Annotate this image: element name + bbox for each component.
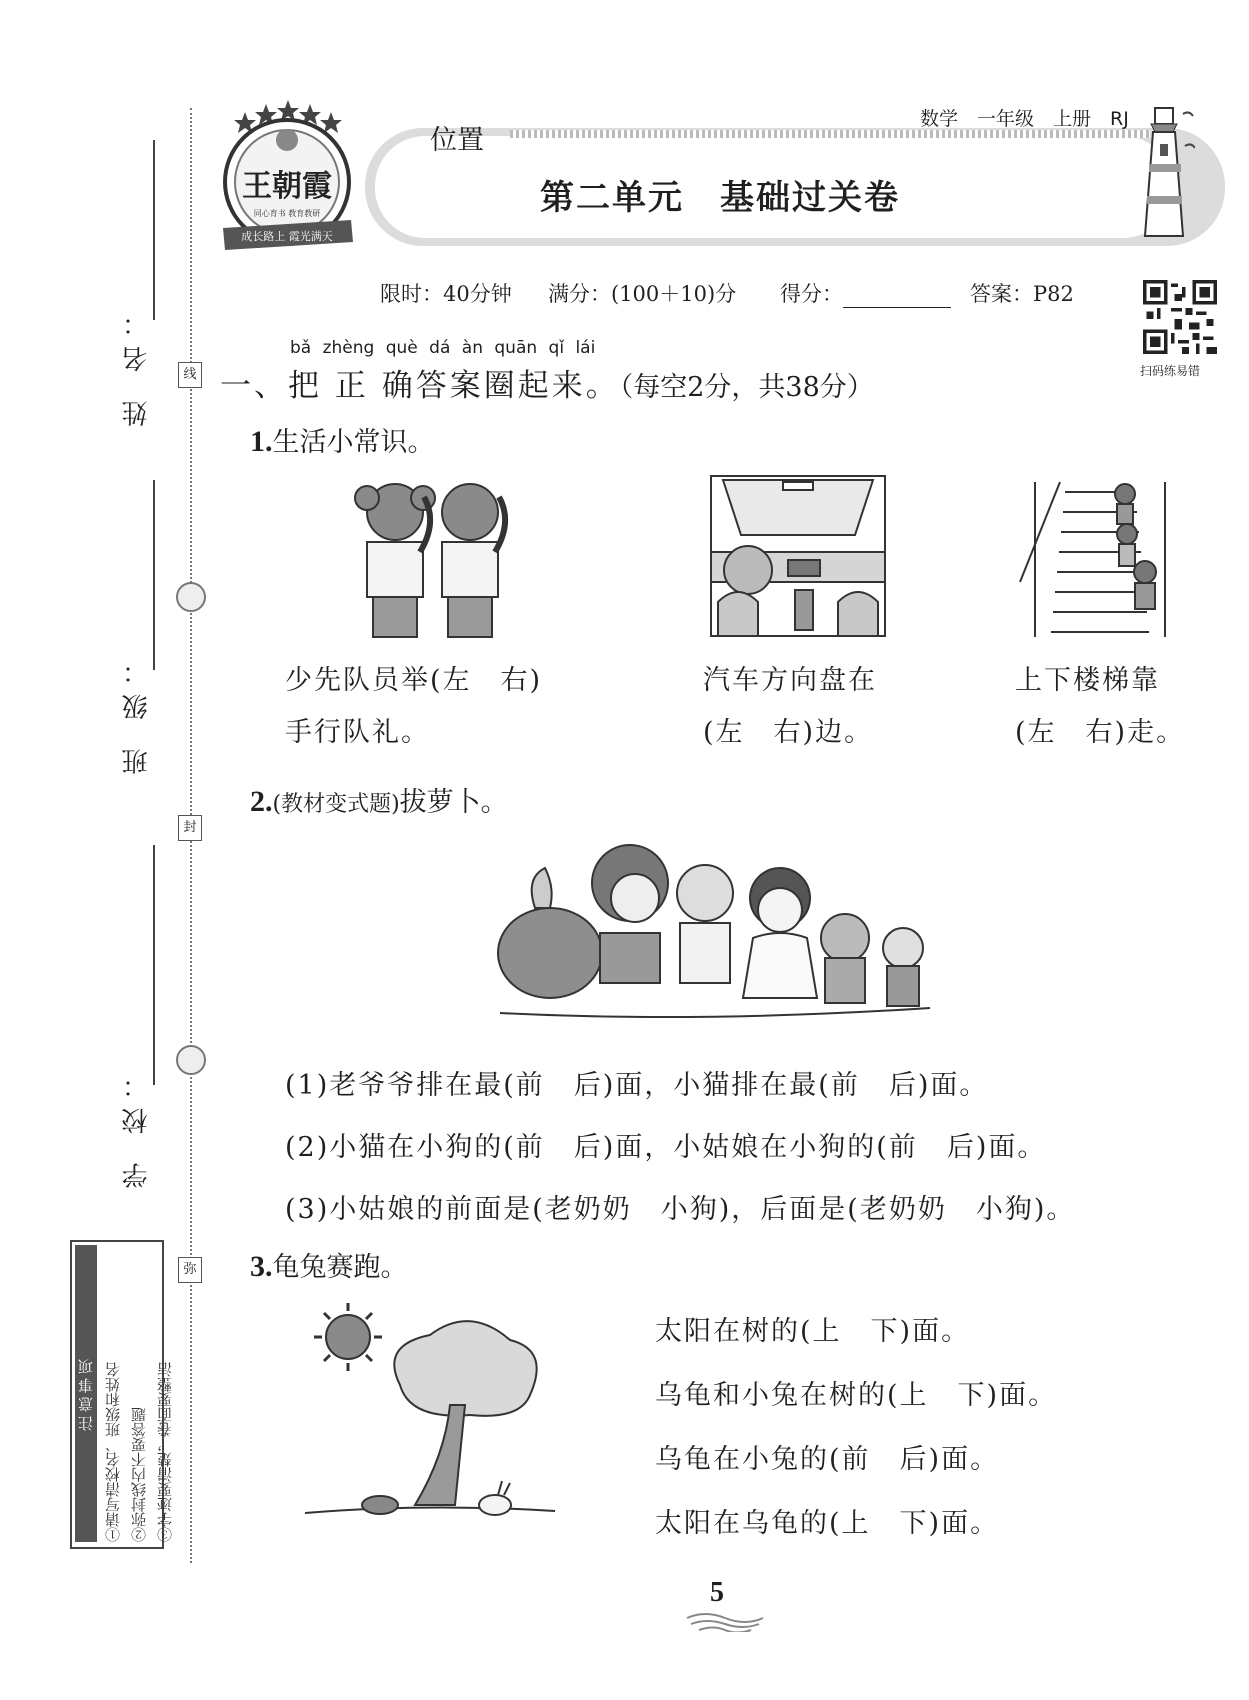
class-underline <box>153 480 155 670</box>
notice-heading: 注意事项 <box>75 1245 97 1542</box>
name-label: 姓 名： <box>122 300 152 427</box>
question-title: 拔萝卜。 <box>399 787 508 818</box>
q3-line-4[interactable]: 太阳在乌龟的(上 下)面。 <box>655 1508 1000 1539</box>
time-limit: 限时：40分钟 <box>380 282 512 306</box>
q3-line-1[interactable]: 太阳在树的(上 下)面。 <box>655 1316 971 1347</box>
school-label: 学 校： <box>122 1062 152 1189</box>
q3-line-2[interactable]: 乌龟和小兔在树的(上 下)面。 <box>655 1380 1058 1411</box>
q3-lines <box>655 1300 1057 1556</box>
unit-topic: 位置 <box>430 125 484 156</box>
q2-line-2[interactable]: (2)小猫在小狗的(前 后)面，小姑娘在小狗的(前 后)面。 <box>285 1132 1047 1163</box>
notice-item: ①请写清校名、班级和姓名 <box>104 1362 122 1542</box>
logo-text: 王朝霞 <box>242 169 332 204</box>
car-interior-illustration <box>703 472 893 642</box>
pinyin-annotation: bǎ zhèng què dá àn quān qǐ lái <box>290 338 596 358</box>
score-blank[interactable] <box>843 287 951 308</box>
q2-lines <box>285 1055 1075 1241</box>
swirl-icon <box>176 1045 206 1075</box>
question-3-heading <box>250 1245 408 1284</box>
question-title: 龟兔赛跑。 <box>272 1252 408 1283</box>
page-number: 5 <box>710 1577 724 1608</box>
q1-item-1-line[interactable]: 少先队员举(左 右) <box>285 665 543 696</box>
question-number: 2. <box>250 785 273 818</box>
class-label: 班 级： <box>122 648 152 775</box>
q2-line-3[interactable]: (3)小姑娘的前面是(老奶奶 小狗)，后面是(老奶奶 小狗)。 <box>285 1194 1076 1225</box>
seal-tick-feng: 封 <box>178 815 202 841</box>
notice-box <box>70 1240 174 1549</box>
seal-tick-line: 线 <box>178 362 202 388</box>
wave-ornament-icon <box>685 1610 765 1632</box>
q1-item-1-line: 手行队礼。 <box>285 717 430 748</box>
name-underline <box>153 140 155 320</box>
q1-item-3 <box>1015 655 1185 759</box>
notice-item: ②弥封线内不要答题 <box>130 1407 148 1542</box>
section-title: 一、把 正 确答案圈起来。 <box>220 368 620 404</box>
q3-line-3[interactable]: 乌龟在小兔的(前 后)面。 <box>655 1444 1000 1475</box>
q1-item-3-line[interactable]: (左 右)走。 <box>1015 717 1186 748</box>
publisher-logo <box>215 100 360 260</box>
q1-item-2-line: 汽车方向盘在 <box>703 665 877 696</box>
q1-item-3-line: 上下楼梯靠 <box>1015 665 1160 696</box>
question-tag: (教材变式题) <box>272 792 400 817</box>
page-title: 第二单元 基础过关卷 <box>540 178 900 218</box>
question-title: 生活小常识。 <box>272 427 435 458</box>
school-underline <box>153 845 155 1085</box>
q1-item-2 <box>703 655 877 759</box>
q1-item-1 <box>285 655 542 759</box>
question-2-heading <box>250 780 508 819</box>
qr-caption: 扫码练易错 <box>1140 364 1201 378</box>
question-1-heading <box>250 420 435 459</box>
tortoise-hare-tree-illustration <box>300 1295 560 1535</box>
score-label: 得分： <box>780 282 843 306</box>
salute-children-illustration <box>345 472 520 642</box>
logo-motto: 同心育书 教育教研 <box>253 209 321 218</box>
question-number: 3. <box>250 1250 273 1283</box>
stairs-illustration <box>1015 472 1185 642</box>
pulling-radish-illustration <box>495 838 935 1038</box>
full-score: 满分：(100＋10)分 <box>548 282 737 306</box>
swirl-icon <box>176 582 206 612</box>
notice-item: ③字迹要清楚，卷面要整洁 <box>156 1362 174 1542</box>
answer-ref: 答案：P82 <box>970 282 1074 306</box>
section-points: （每空2分，共38分） <box>619 372 874 403</box>
score-field <box>780 278 951 308</box>
q1-item-2-line[interactable]: (左 右)边。 <box>703 717 874 748</box>
subject-info: 数学 一年级 上册 RJ <box>920 108 1129 130</box>
header-stripe <box>510 130 1150 138</box>
seal-tick-mi: 弥 <box>178 1257 202 1283</box>
question-number: 1. <box>250 425 273 458</box>
section-heading <box>220 360 874 405</box>
qr-code-icon[interactable] <box>1143 280 1217 354</box>
lighthouse-icon <box>1133 104 1195 238</box>
q2-line-1[interactable]: (1)老爷爷排在最(前 后)面，小猫排在最(前 后)面。 <box>285 1070 989 1101</box>
logo-ribbon: 成长路上 霞光满天 <box>241 230 333 243</box>
